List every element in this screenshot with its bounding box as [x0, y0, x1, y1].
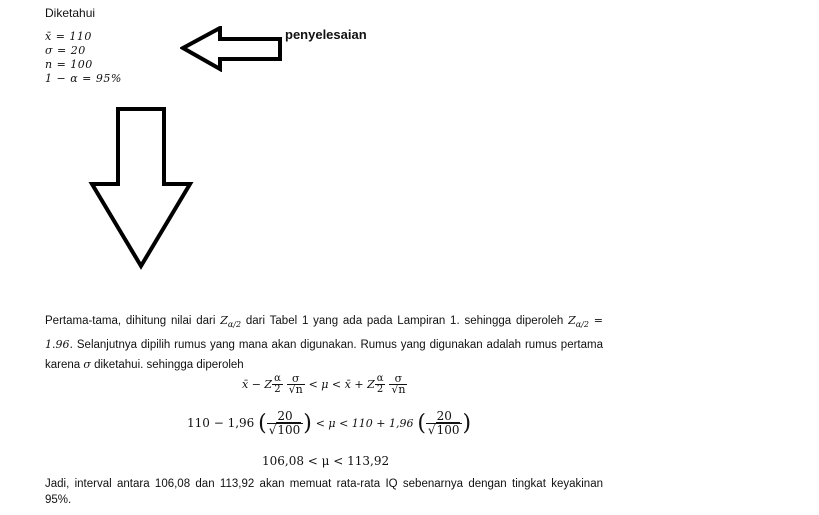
known-confidence: 1 − α = 95%: [45, 72, 122, 85]
para-text-c: Selanjutnya dipilih rumus yang mana akan digunakan. Rumus yang digunakan adalah rumus pertama karena: [45, 339, 603, 372]
sigma-symbol: σ: [83, 358, 91, 372]
z-alpha-half-2: $Z_{\alpha/2}$: [568, 314, 589, 330]
down-arrow-icon: [88, 106, 194, 270]
known-n: n = 100: [45, 58, 93, 71]
known-mean: x̄ = 110: [45, 30, 92, 43]
para-text-a: Pertama-tama, dihitung nilai dari: [45, 315, 216, 327]
known-title: Diketahui: [45, 6, 96, 20]
para-text-d: diketahui. sehingga diperoleh: [94, 359, 244, 372]
formula-substituted: 110 − 1,96 ( $\frac{20}{√100}$ ) < μ < 110 + 1,96 ( $\frac{20}{√100}$ ): [187, 409, 472, 437]
formula-result: 106,08 < μ < 113,92: [262, 454, 390, 468]
solution-heading: penyelesaian: [285, 27, 367, 42]
formula-general: x̄ − Z $\frac{\alpha}{2}$ $\frac{\sigma}{√n}$ < μ < x̄ + Z $\frac{\alpha}{2}$ $\frac{\sigma}{√n}$: [242, 372, 406, 396]
z-value: = 1.96.: [45, 314, 603, 352]
known-sigma: σ = 20: [45, 44, 86, 57]
para-text-b: dari Tabel 1 yang ada pada Lampiran 1. sehingga diperoleh: [245, 315, 564, 327]
explanation-paragraph: [45, 311, 603, 375]
left-arrow-icon: [180, 26, 286, 72]
conclusion-paragraph: Jadi, interval antara 106,08 dan 113,92 akan memuat rata-rata IQ sebenarnya dengan tingkat keyakinan 95%.: [45, 478, 603, 506]
z-alpha-half: $Z_{\alpha/2}$: [220, 314, 242, 330]
